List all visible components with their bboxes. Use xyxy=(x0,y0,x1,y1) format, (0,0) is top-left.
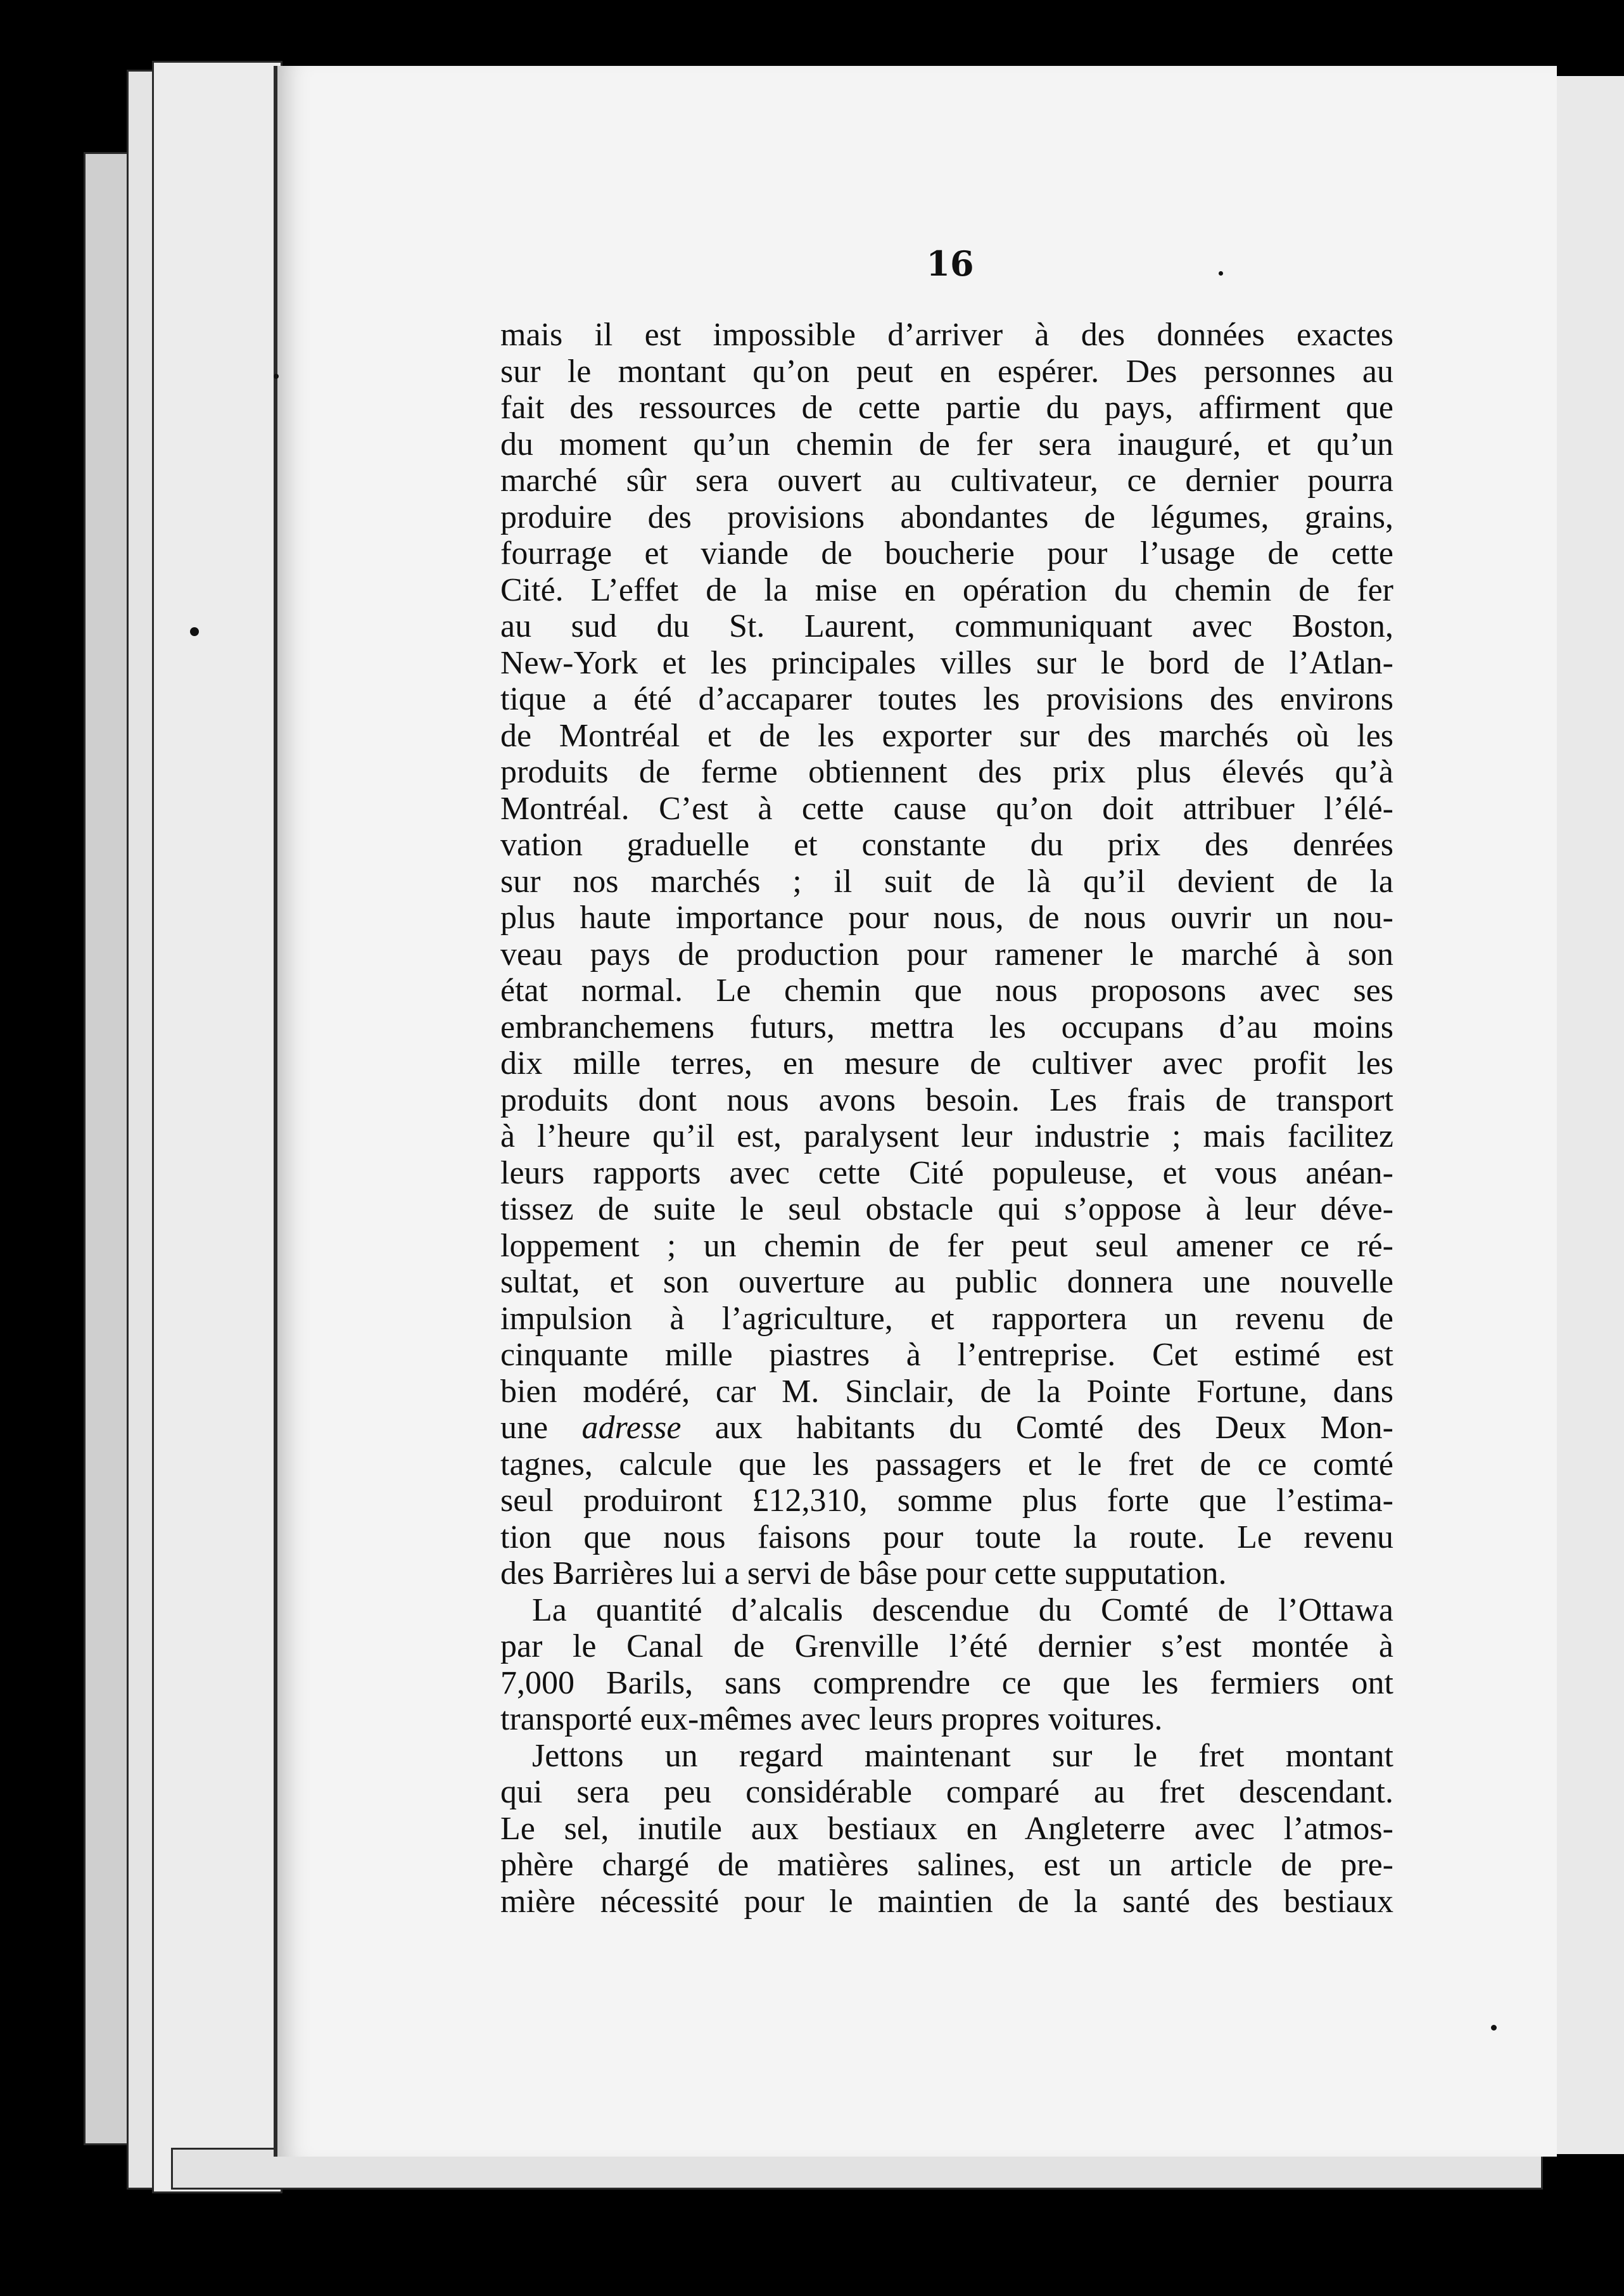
ink-speck xyxy=(274,374,279,379)
text-line: phère chargé de matières salines, est un article de pre- xyxy=(500,1847,1393,1883)
text-line: fait des ressources de cette partie du pays, affirment que xyxy=(500,390,1393,426)
text-line: sur le montant qu’on peut en espérer. Des personnes au xyxy=(500,353,1393,390)
text-line: tion que nous faisons pour toute la route. Le revenu xyxy=(500,1519,1393,1555)
adjacent-page xyxy=(1552,76,1624,2154)
text-line: dix mille terres, en mesure de cultiver avec profit les xyxy=(500,1045,1393,1081)
text-line: tagnes, calcule que les passagers et le fret de ce comté xyxy=(500,1446,1393,1483)
text-line: Jettons un regard maintenant sur le fret montant xyxy=(532,1737,1393,1774)
body-text xyxy=(500,317,1393,1920)
ink-speck xyxy=(190,627,199,636)
ink-speck xyxy=(1491,2025,1497,2031)
italic-word: adresse xyxy=(581,1410,682,1446)
text-line: cinquante mille piastres à l’entreprise. Cet estimé est xyxy=(500,1337,1393,1373)
text-line: Cité. L’effet de la mise en opération du chemin de fer xyxy=(500,571,1393,608)
text-line: état normal. Le chemin que nous proposons avec ses xyxy=(500,973,1393,1009)
text-line: produits de ferme obtiennent des prix plus élevés qu’à xyxy=(500,754,1393,790)
text-line: sur nos marchés ; il suit de là qu’il devient de la xyxy=(500,863,1393,900)
text-line: leurs rapports avec cette Cité populeuse, et vous anéan- xyxy=(500,1154,1393,1191)
text-line: loppement ; un chemin de fer peut seul amener ce ré- xyxy=(500,1227,1393,1264)
text-line: tique a été d’accaparer toutes les provisions des environs xyxy=(500,681,1393,717)
text-line: produits dont nous avons besoin. Les frais de transport xyxy=(500,1081,1393,1118)
text-line: mais il est impossible d’arriver à des données exactes xyxy=(500,317,1393,353)
text-line: plus haute importance pour nous, de nous ouvrir un nou- xyxy=(500,900,1393,936)
text-line: des Barrières lui a servi de bâse pour cette supputation. xyxy=(500,1555,1227,1591)
text-line: à l’heure qu’il est, paralysent leur industrie ; mais facilitez xyxy=(500,1118,1393,1154)
text-line: au sud du St. Laurent, communiquant avec Boston, xyxy=(500,608,1393,644)
text-line: impulsion à l’agriculture, et rapportera un revenu de xyxy=(500,1300,1393,1337)
text-line: mière nécessité pour le maintien de la santé des bestiaux xyxy=(500,1883,1393,1920)
text-line: vation graduelle et constante du prix des denrées xyxy=(500,827,1393,863)
text-line: Montréal. C’est à cette cause qu’on doit attribuer l’élé- xyxy=(500,790,1393,827)
text-line: New-York et les principales villes sur le bord de l’Atlan- xyxy=(500,644,1393,681)
ink-speck xyxy=(1219,271,1223,276)
text-line: Le sel, inutile aux bestiaux en Angleterre avec l’atmos- xyxy=(500,1810,1393,1847)
text-line: une adresse aux habitants du Comté des Deux Mon- xyxy=(500,1410,1393,1446)
text-line: produire des provisions abondantes de légumes, grains, xyxy=(500,499,1393,535)
text-line: tissez de suite le seul obstacle qui s’oppose à leur déve- xyxy=(500,1191,1393,1227)
page-edge xyxy=(152,61,282,2193)
text-line: de Montréal et de les exporter sur des marchés où les xyxy=(500,717,1393,754)
text-line: 7,000 Barils, sans comprendre ce que les fermiers ont xyxy=(500,1664,1393,1701)
text-line: par le Canal de Grenville l’été dernier s’est montée à xyxy=(500,1628,1393,1664)
text-line: du moment qu’un chemin de fer sera inauguré, et qu’un xyxy=(500,426,1393,462)
text-line: transporté eux-mêmes avec leurs propres voitures. xyxy=(500,1701,1163,1737)
text-line: La quantité d’alcalis descendue du Comté de l’Ottawa xyxy=(532,1591,1393,1628)
text-line: fourrage et viande de boucherie pour l’usage de cette xyxy=(500,535,1393,571)
text-line: sultat, et son ouverture au public donnera une nouvelle xyxy=(500,1264,1393,1300)
text-line: veau pays de production pour ramener le marché à son xyxy=(500,936,1393,973)
page-number: 16 xyxy=(926,243,974,284)
text-line: qui sera peu considérable comparé au fret descendant. xyxy=(500,1774,1393,1810)
text-line: bien modéré, car M. Sinclair, de la Pointe Fortune, dans xyxy=(500,1373,1393,1410)
text-line: embranchemens futurs, mettra les occupans d’au moins xyxy=(500,1009,1393,1045)
text-line: seul produiront £12,310, somme plus forte que l’estima- xyxy=(500,1483,1393,1519)
text-line: marché sûr sera ouvert au cultivateur, ce dernier pourra xyxy=(500,462,1393,499)
